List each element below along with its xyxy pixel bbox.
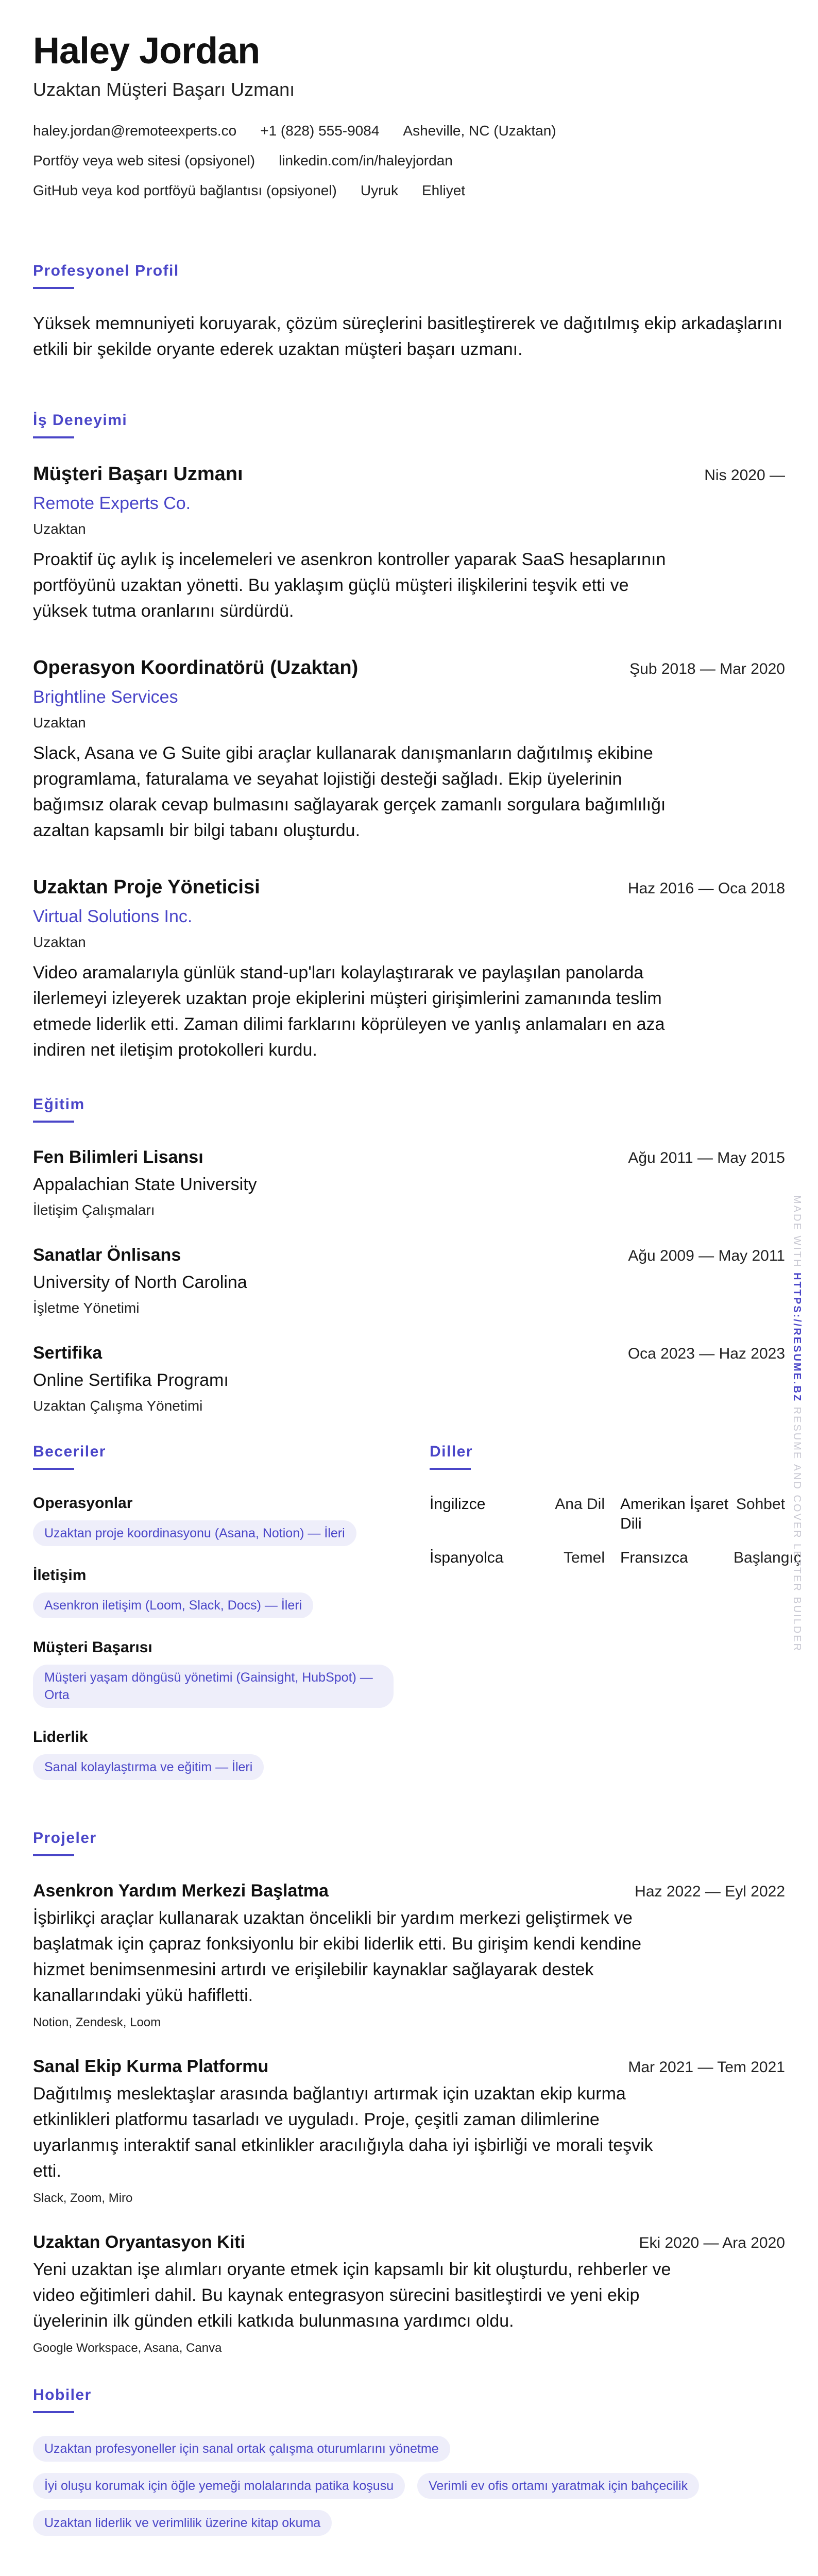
project-description: İşbirlikçi araçlar kullanarak uzaktan öncelikli bir yardım merkezi geliştirmek ve başlatmak için çapraz fonksiyonlu bir ekibi liderlik etti. Bu girişim kendi kendine hizmet benimsenmesini artırdı ve erişilebilir kaynaklar sağlayarak destek kanallarındaki yükü hafifletti.	[33, 1908, 642, 2006]
projects-heading-rule	[33, 1854, 74, 1856]
study-field: İletişim Çalışmaları	[33, 1202, 155, 1218]
job-location: Uzaktan	[33, 521, 86, 537]
company-name[interactable]: Brightline Services	[33, 687, 178, 707]
project-entry	[33, 2057, 785, 2206]
study-field: Uzaktan Çalışma Yönetimi	[33, 1398, 203, 1414]
skill-group	[33, 1639, 394, 1708]
skill-category: Müşteri Başarısı	[33, 1639, 152, 1656]
languages-table	[430, 1495, 802, 1568]
nationality-text: Uyruk	[360, 182, 398, 199]
project-dates: Mar 2021 — Tem 2021	[628, 2059, 785, 2076]
degree-name: Sanatlar Önlisans	[33, 1245, 181, 1265]
experience-heading: İş Deneyimi	[33, 412, 128, 429]
projects-list	[33, 1881, 785, 2355]
phone-text[interactable]: +1 (828) 555-9084	[260, 123, 380, 139]
projects-heading: Projeler	[33, 1829, 97, 1847]
skill-category: Liderlik	[33, 1728, 88, 1746]
skills-heading-rule	[33, 1468, 74, 1470]
language-row	[430, 1495, 785, 1534]
profile-heading-rule	[33, 287, 74, 289]
school-name: University of North Carolina	[33, 1273, 247, 1293]
language-name: İspanyolca	[430, 1549, 504, 1567]
projects-section	[33, 1829, 785, 2355]
job-dates: Şub 2018 — Mar 2020	[629, 660, 785, 678]
education-entry	[33, 1245, 785, 1316]
language-level: Temel	[563, 1549, 605, 1567]
project-dates: Eki 2020 — Ara 2020	[639, 2234, 785, 2252]
education-list	[33, 1147, 785, 1414]
project-title: Asenkron Yardım Merkezi Başlatma	[33, 1881, 329, 1901]
contact-block	[33, 116, 785, 206]
education-section	[33, 1096, 785, 1414]
education-heading-rule	[33, 1121, 74, 1123]
project-tools: Slack, Zoom, Miro	[33, 2191, 133, 2206]
project-title: Sanal Ekip Kurma Platformu	[33, 2057, 269, 2077]
education-dates: Oca 2023 — Haz 2023	[627, 1345, 785, 1363]
contact-line-1	[33, 116, 785, 146]
skill-group	[33, 1495, 394, 1546]
skill-chip: Sanal kolaylaştırma ve eğitim — İleri	[33, 1754, 264, 1780]
profile-heading: Profesyonel Profil	[33, 262, 179, 280]
language-name: İngilizce	[430, 1496, 486, 1513]
experience-list	[33, 463, 785, 1063]
job-title: Uzaktan Proje Yöneticisi	[33, 876, 260, 899]
github-link[interactable]: GitHub veya kod portföyü bağlantısı (opsiyonel)	[33, 182, 337, 199]
experience-heading-rule	[33, 436, 74, 438]
skill-chip: Müşteri yaşam döngüsü yönetimi (Gainsight, HubSpot) — Orta	[33, 1665, 394, 1708]
language-row	[430, 1548, 802, 1568]
skill-chip: Uzaktan proje koordinasyonu (Asana, Notion) — İleri	[33, 1520, 356, 1546]
languages-heading: Diller	[430, 1443, 473, 1461]
job-description: Slack, Asana ve G Suite gibi araçlar kullanarak danışmanların dağıtılmış ekibine programlama, faturalama ve seyahat lojistiği desteği sağladı. Ekip üyelerinin bağımsız olarak cevap bulmasını sağlayarak gerçek zamanlı sorgulara bağımlılığı azaltan kapsamlı bir bilgi tabanı oluşturdu.	[33, 743, 666, 841]
study-field: İşletme Yönetimi	[33, 1300, 140, 1316]
hobbies-list	[33, 2436, 785, 2547]
job-location: Uzaktan	[33, 934, 86, 951]
job-title: Müşteri Başarı Uzmanı	[33, 463, 243, 485]
project-tools: Google Workspace, Asana, Canva	[33, 2341, 222, 2355]
experience-entry	[33, 463, 785, 624]
experience-entry	[33, 876, 785, 1063]
language-name: Fransızca	[620, 1549, 688, 1567]
experience-section	[33, 412, 785, 1063]
education-dates: Ağu 2011 — May 2015	[628, 1149, 785, 1167]
builder-credit-link[interactable]: HTTPS://RESUME.BZ	[791, 1273, 803, 1403]
company-name[interactable]: Remote Experts Co.	[33, 494, 191, 514]
candidate-name: Haley Jordan	[33, 30, 260, 72]
language-level: Ana Dil	[555, 1496, 605, 1513]
job-title: Operasyon Koordinatörü (Uzaktan)	[33, 657, 359, 679]
builder-credit-suffix: RESUME AND COVER LETTER BUILDER	[791, 1402, 803, 1653]
school-name: Online Sertifika Programı	[33, 1370, 229, 1391]
project-entry	[33, 2232, 785, 2355]
hobby-chip: Uzaktan profesyoneller için sanal ortak çalışma oturumlarını yönetme	[33, 2436, 450, 2462]
company-name[interactable]: Virtual Solutions Inc.	[33, 907, 193, 927]
profile-summary: Yüksek memnuniyeti koruyarak, çözüm süreçlerini basitleştirerek ve dağıtılmış ekip arkadaşlarını etkili bir şekilde oryante ederek uzaktan müşteri başarı uzmanı.	[33, 314, 783, 360]
job-dates: Haz 2016 — Oca 2018	[627, 880, 785, 897]
skills-list	[33, 1495, 394, 1780]
project-description: Yeni uzaktan işe alımları oryante etmek için kapsamlı bir kit oluşturdu, rehberler ve video eğitimleri dahil. Bu kaynak entegrasyon sürecini basitleştirdi ve yeni ekip üyelerinin ilk günden etkili katkıda bulunmasına yardımcı oldu.	[33, 2260, 671, 2331]
project-tools: Notion, Zendesk, Loom	[33, 2015, 161, 2030]
email-link[interactable]: haley.jordan@remoteexperts.co	[33, 123, 237, 139]
hobbies-section	[33, 2386, 785, 2547]
languages-heading-rule	[430, 1468, 471, 1470]
degree-name: Fen Bilimleri Lisansı	[33, 1147, 203, 1167]
hobby-chip: Verimli ev ofis ortamı yaratmak için bahçecilik	[417, 2473, 699, 2499]
education-dates: Ağu 2009 — May 2011	[628, 1247, 785, 1265]
project-dates: Haz 2022 — Eyl 2022	[635, 1883, 785, 1901]
experience-entry	[33, 657, 785, 843]
location-text: Asheville, NC (Uzaktan)	[403, 123, 556, 139]
hobby-chip: Uzaktan liderlik ve verimlilik üzerine kitap okuma	[33, 2510, 332, 2536]
resume-header	[33, 31, 785, 206]
job-description: Proaktif üç aylık iş incelemeleri ve asenkron kontroller yaparak SaaS hesaplarının portföyünü uzaktan yönetti. Bu yaklaşım güçlü müşteri ilişkilerini teşvik etti ve yüksek tutma oranlarını sürdürdü.	[33, 550, 666, 621]
project-description: Dağıtılmış meslektaşlar arasında bağlantıyı artırmak için uzaktan ekip kurma etkinlikleri platformu tasarladı ve uyguladı. Proje, çeşitli zaman dilimlerine uyarlanmış interaktif sanal etkinlikler aracılığıyla daha iyi işbirliği ve morali teşvik etti.	[33, 2084, 653, 2181]
skill-category: Operasyonlar	[33, 1495, 133, 1512]
candidate-title: Uzaktan Müşteri Başarı Uzmanı	[33, 79, 295, 100]
skill-group	[33, 1728, 394, 1780]
job-description: Video aramalarıyla günlük stand-up'ları kolaylaştırarak ve paylaşılan panolarda ilerlemeyi izleyerek uzaktan proje ekiplerini müşteri girişimlerini zamanında teslim etmede liderlik etti. Zaman dilimi farklarını köprüleyen ve yanlış anlamaları en aza indiren net iletişim protokolleri kurdu.	[33, 963, 665, 1060]
contact-line-3	[33, 176, 785, 206]
education-entry	[33, 1147, 785, 1218]
skill-chip: Asenkron iletişim (Loom, Slack, Docs) — İleri	[33, 1592, 313, 1618]
skill-group	[33, 1567, 394, 1618]
education-entry	[33, 1343, 785, 1414]
education-heading: Eğitim	[33, 1096, 85, 1113]
job-location: Uzaktan	[33, 715, 86, 731]
license-text: Ehliyet	[422, 182, 466, 199]
language-name: Amerikan İşaret Dili	[620, 1496, 729, 1533]
builder-credit-prefix: MADE WITH	[791, 1195, 803, 1273]
contact-line-2	[33, 146, 785, 176]
language-level: Başlangıç	[734, 1549, 802, 1567]
hobbies-heading: Hobiler	[33, 2386, 92, 2404]
job-dates: Nis 2020 —	[704, 467, 785, 484]
builder-credit	[791, 1195, 803, 1652]
skill-category: İletişim	[33, 1567, 87, 1584]
portfolio-link[interactable]: Portföy veya web sitesi (opsiyonel)	[33, 152, 255, 169]
language-level: Sohbet	[736, 1496, 785, 1513]
profile-section	[33, 262, 785, 362]
project-entry	[33, 1881, 785, 2030]
linkedin-link[interactable]: linkedin.com/in/haleyjordan	[279, 152, 453, 169]
skills-heading: Beceriler	[33, 1443, 106, 1461]
project-title: Uzaktan Oryantasyon Kiti	[33, 2232, 245, 2252]
hobby-chip: İyi oluşu korumak için öğle yemeği molalarında patika koşusu	[33, 2473, 405, 2499]
school-name: Appalachian State University	[33, 1175, 257, 1195]
degree-name: Sertifika	[33, 1343, 103, 1363]
skills-section	[33, 1443, 394, 1801]
hobbies-heading-rule	[33, 2411, 74, 2413]
